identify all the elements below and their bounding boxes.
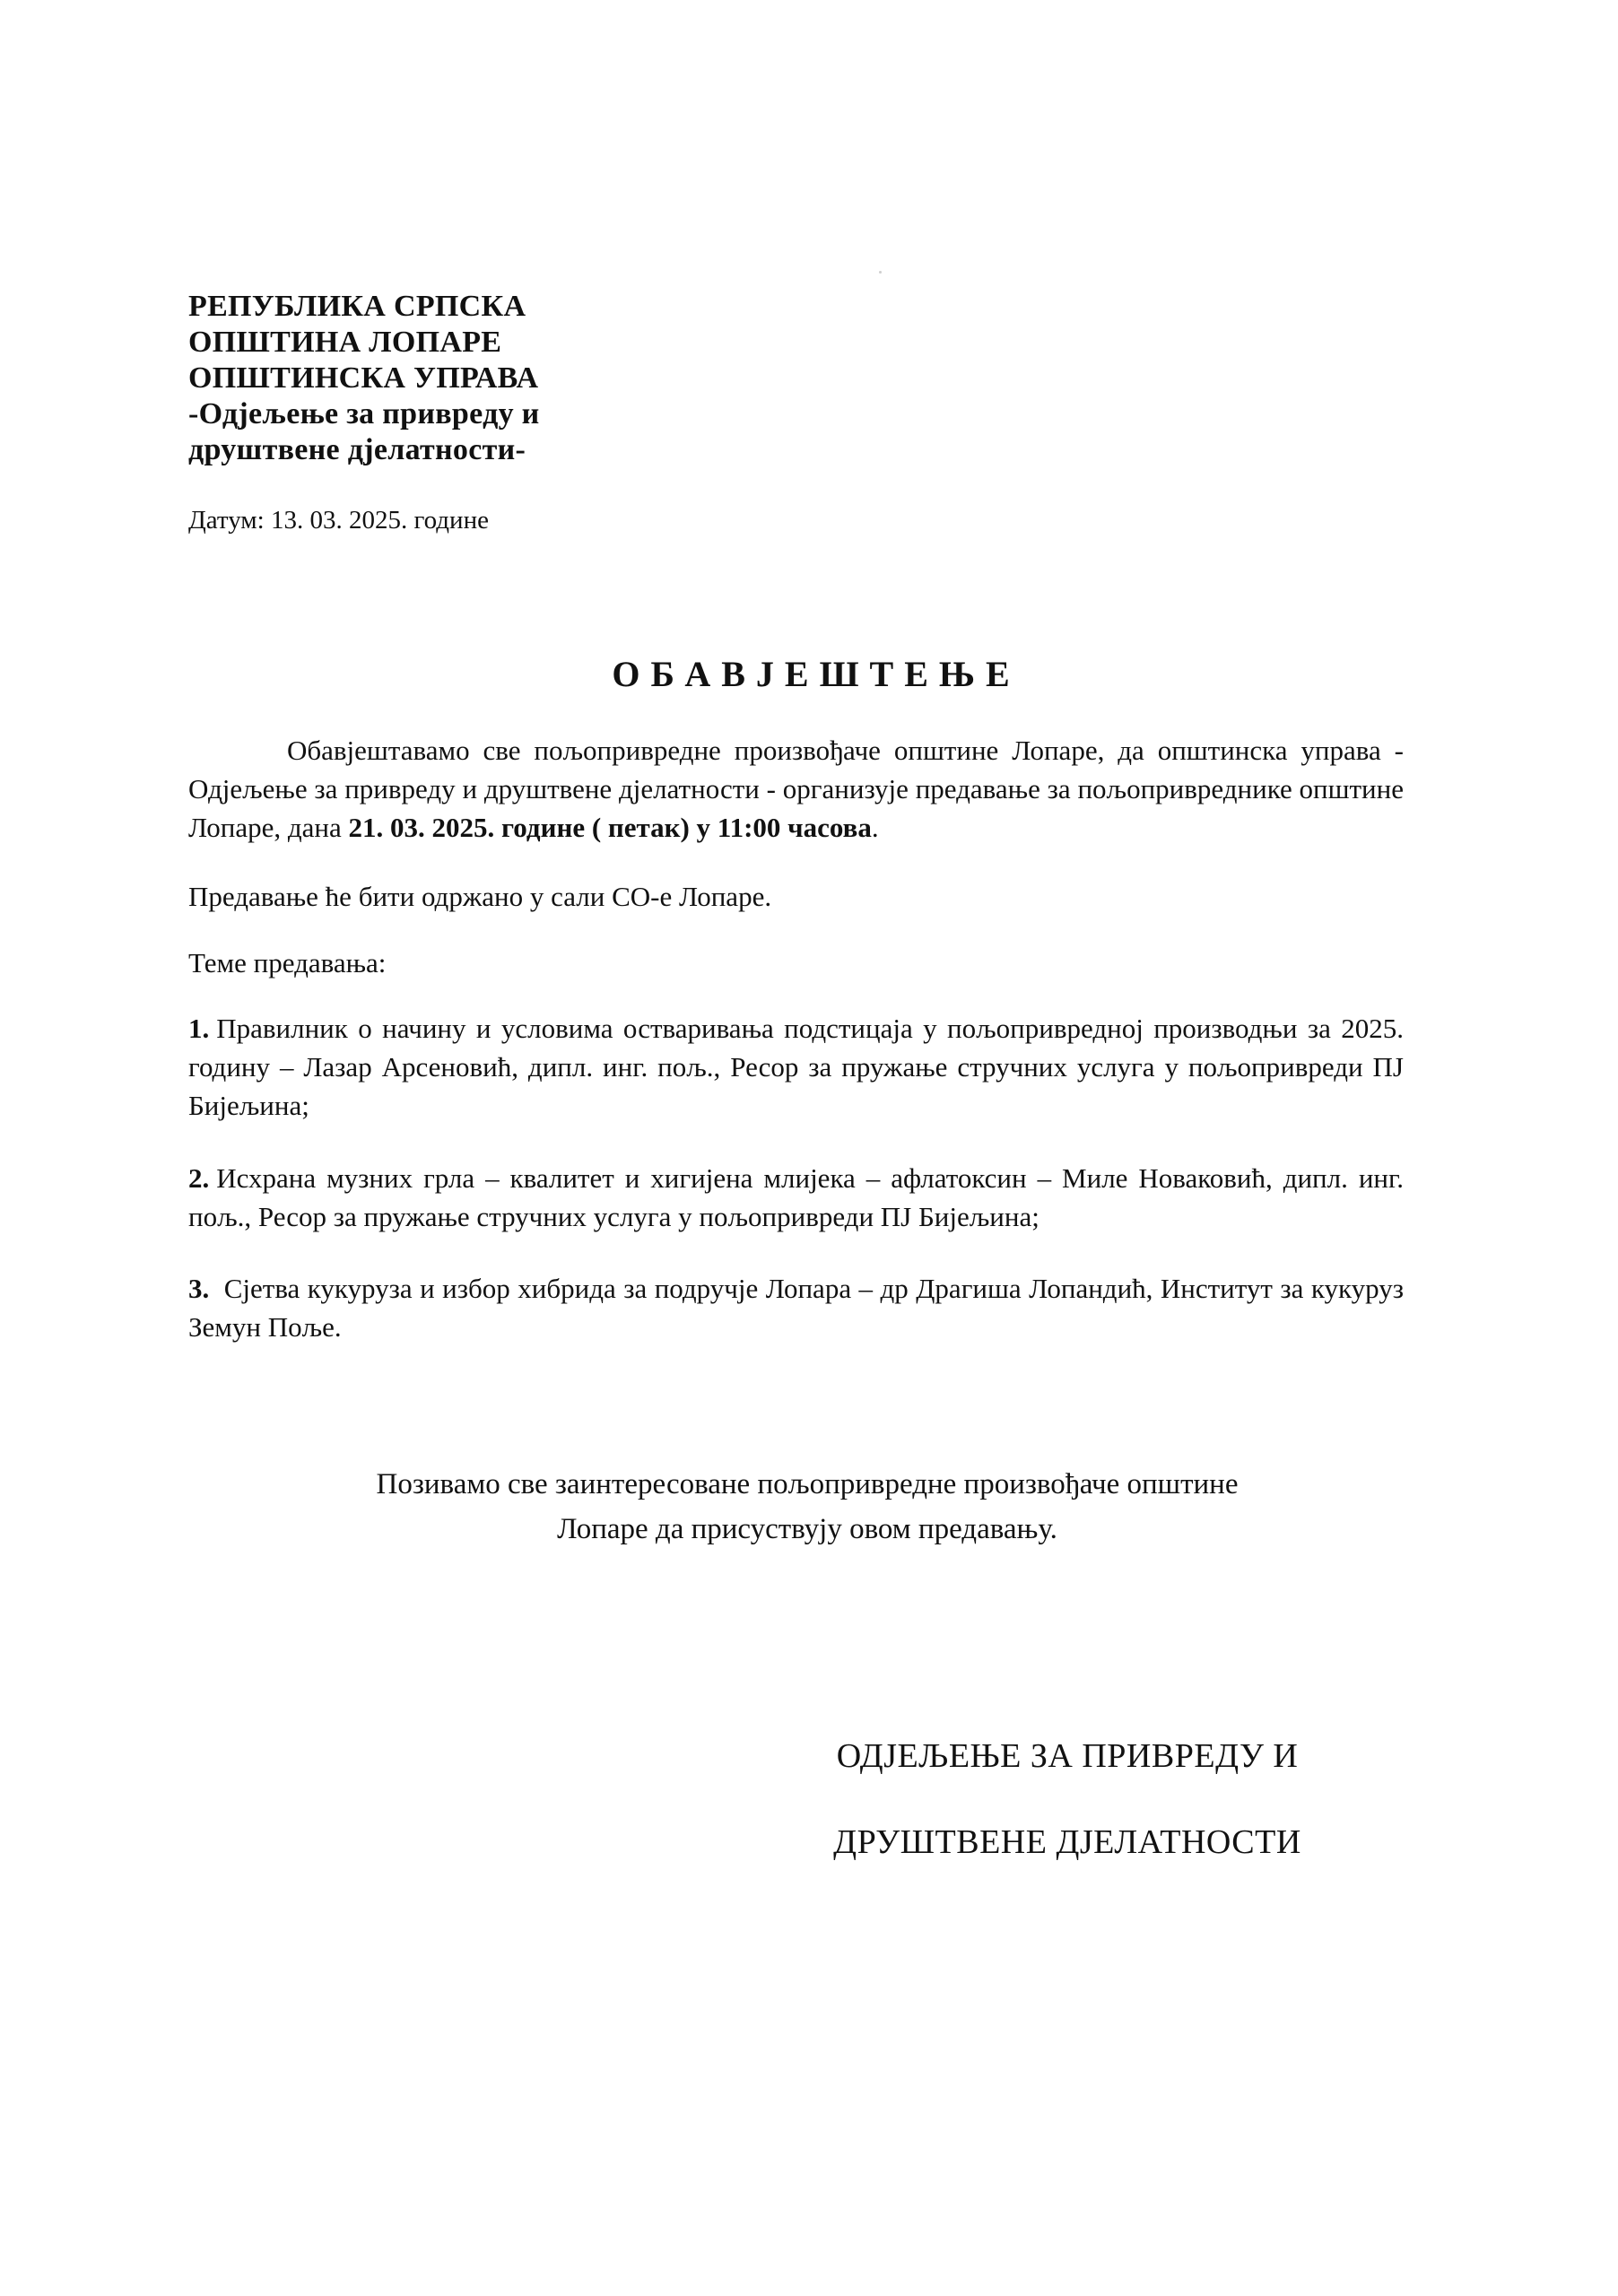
signature-line1: ОДЈЕЉЕЊЕ ЗА ПРИВРЕДУ И <box>836 1737 1299 1775</box>
topic-text: Сјетва кукуруза и избор хибрида за подручје Лопара – др Драгиша Лопандић, Институт за кукуруз Земун Поље. <box>188 1273 1404 1343</box>
header-republic: РЕПУБЛИКА СРПСКА <box>188 290 526 323</box>
intro-end: . <box>871 812 879 843</box>
document-date: Датум: 13. 03. 2025. године <box>188 506 489 535</box>
venue-paragraph: Предавање ће бити одржано у сали СО-е Лопаре. <box>188 881 772 912</box>
header-department-line2: друштвене дјелатности- <box>188 433 526 466</box>
topic-item-3 <box>188 1269 1404 1346</box>
scan-artifact <box>879 271 882 274</box>
topic-number: 2. <box>188 1162 210 1194</box>
document-title: ОБАВЈЕШТЕЊЕ <box>612 654 1021 694</box>
intro-date-emphasis: 21. 03. 2025. године ( петак) у 11:00 часова <box>348 812 872 843</box>
header-municipality: ОПШТИНА ЛОПАРЕ <box>188 326 502 359</box>
invitation-text <box>224 1462 1390 1552</box>
signature-line2: ДРУШТВЕНЕ ДЈЕЛАТНОСТИ <box>833 1823 1301 1861</box>
invitation-line2: Лопаре да присуствују овом предавању. <box>557 1513 1057 1545</box>
topic-text: Исхрана музних грла – квалитет и хигијена млијека – афлатоксин – Миле Новаковић, дипл. инг. пољ., Ресор за пружање стручних услуга у пољопривреди ПЈ Бијељина; <box>188 1162 1404 1232</box>
intro-paragraph <box>188 731 1404 847</box>
topic-text: Правилник о начину и условима остваривања подстицаја у пољопривредној производњи за 2025. годину – Лазар Арсеновић, дипл. инг. пољ., Ресор за пружање стручних услуга у пољопривреди ПЈ Бијељина; <box>188 1013 1404 1121</box>
issuer-header <box>188 289 816 468</box>
header-department-line1: -Одјељење за привреду и <box>188 397 540 430</box>
topic-number: 3. <box>188 1273 210 1304</box>
invitation-line1: Позивамо све заинтересоване пољопривредне произвођаче општине <box>376 1468 1239 1500</box>
signature-block <box>744 1713 1390 1885</box>
topic-number: 1. <box>188 1013 210 1044</box>
header-administration: ОПШТИНСКА УПРАВА <box>188 361 539 395</box>
topic-item-2 <box>188 1159 1404 1236</box>
topics-label: Теме предавања: <box>188 947 387 978</box>
topic-item-1 <box>188 1009 1404 1125</box>
intro-text: Обавјештавамо све пољопривредне произвођаче општине Лопаре, да општинска управа - Одјељење за привреду и друштвене дјелатности - организује предавање за пољопривреднике општине Лопаре, дана <box>188 735 1404 843</box>
